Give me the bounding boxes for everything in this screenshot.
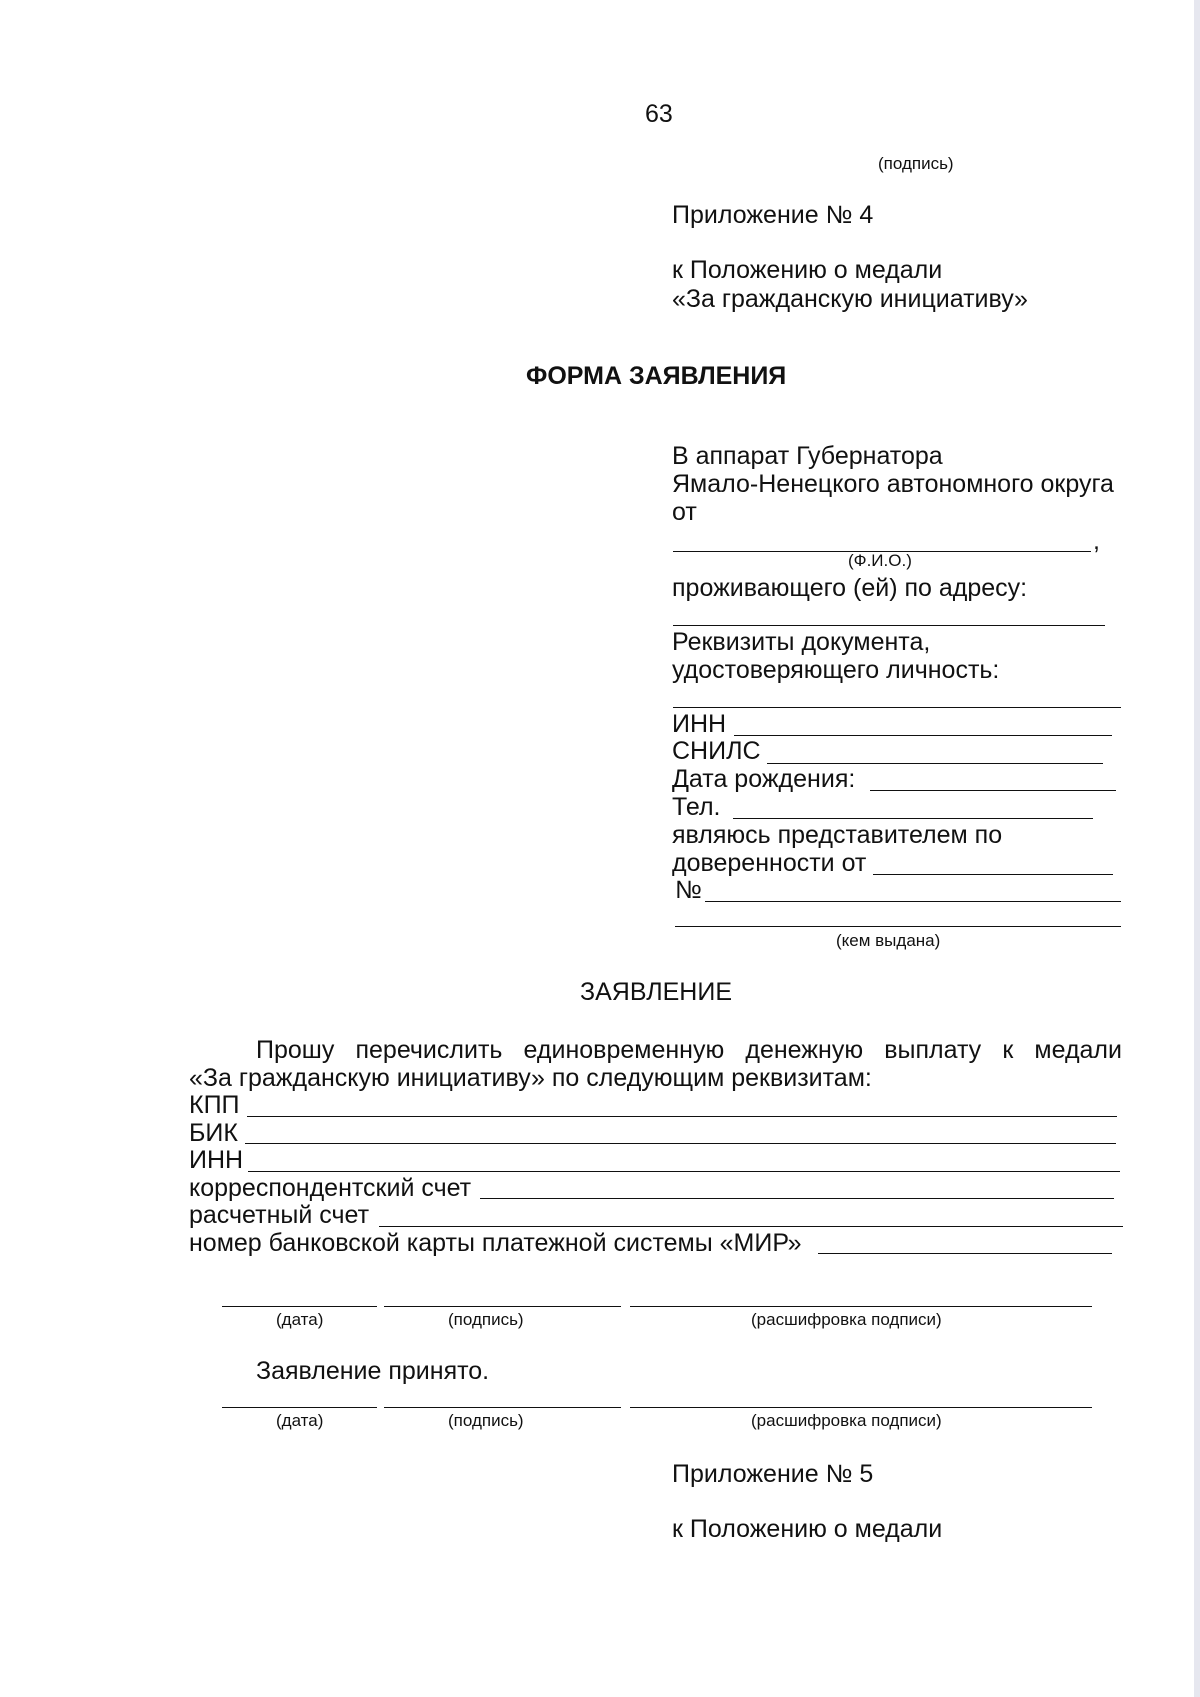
decoding-caption-1: (расшифровка подписи) [751, 1310, 942, 1329]
address-line[interactable] [673, 625, 1105, 626]
form-title: ФОРМА ЗАЯВЛЕНИЯ [526, 362, 787, 390]
fio-comma: , [1093, 527, 1100, 555]
tel-line[interactable] [733, 818, 1093, 819]
number-label: № [675, 876, 702, 904]
kpp-line[interactable] [247, 1116, 1117, 1117]
page-edge [1194, 0, 1200, 1697]
signature-line-1[interactable] [384, 1306, 621, 1307]
addressee-line-2: Ямало-Ненецкого автономного округа [672, 470, 1114, 498]
addressee-line-3: от [672, 498, 697, 526]
document-line[interactable] [673, 707, 1121, 708]
page-number: 63 [645, 100, 673, 128]
appendix-4-title: Приложение № 4 [672, 201, 874, 229]
snils-label: СНИЛС [672, 737, 761, 765]
birth-date-line[interactable] [870, 790, 1116, 791]
inn-line[interactable] [734, 735, 1112, 736]
card-number-label: номер банковской карты платежной системы «МИР» [189, 1229, 802, 1257]
signature-caption-2: (подпись) [448, 1411, 524, 1430]
fio-caption: (Ф.И.О.) [848, 551, 912, 570]
inn-label: ИНН [672, 710, 727, 738]
settlement-account-label: расчетный счет [189, 1201, 370, 1229]
top-signature-caption: (подпись) [878, 154, 954, 173]
issued-by-line[interactable] [675, 926, 1121, 927]
representative-line-2: доверенности от [672, 849, 867, 877]
addressee-line-1: В аппарат Губернатора [672, 442, 943, 470]
decoding-line-2[interactable] [630, 1407, 1092, 1408]
date-line-1[interactable] [222, 1306, 377, 1307]
inn-bank-label: ИНН [189, 1146, 244, 1174]
signature-caption-1: (подпись) [448, 1310, 524, 1329]
statement-title: ЗАЯВЛЕНИЕ [580, 978, 733, 1006]
number-line[interactable] [705, 901, 1121, 902]
statement-paragraph-line-2: «За гражданскую инициативу» по следующим реквизитам: [189, 1064, 872, 1092]
issued-by-caption: (кем выдана) [836, 931, 941, 950]
corr-account-label: корреспондентский счет [189, 1174, 472, 1202]
settlement-account-line[interactable] [379, 1226, 1123, 1227]
appendix-5-line-1: к Положению о медали [672, 1515, 943, 1543]
document-label-2: удостоверяющего личность: [672, 656, 1000, 684]
address-label: проживающего (ей) по адресу: [672, 574, 1028, 602]
date-caption-1: (дата) [276, 1310, 324, 1329]
decoding-line-1[interactable] [630, 1306, 1092, 1307]
date-caption-2: (дата) [276, 1411, 324, 1430]
bik-label: БИК [189, 1119, 238, 1147]
appendix-4-line-1: к Положению о медали [672, 256, 943, 284]
date-line-2[interactable] [222, 1407, 377, 1408]
appendix-4-line-2: «За гражданскую инициативу» [672, 285, 1028, 313]
inn-bank-line[interactable] [248, 1171, 1120, 1172]
bik-line[interactable] [245, 1143, 1116, 1144]
representative-line-1: являюсь представителем по [672, 821, 1003, 849]
birth-date-label: Дата рождения: [672, 765, 856, 793]
decoding-caption-2: (расшифровка подписи) [751, 1411, 942, 1430]
card-number-line[interactable] [818, 1253, 1112, 1254]
document-label-1: Реквизиты документа, [672, 628, 931, 656]
corr-account-line[interactable] [480, 1198, 1114, 1199]
tel-label: Тел. [672, 793, 721, 821]
signature-line-2[interactable] [384, 1407, 621, 1408]
accepted-text: Заявление принято. [256, 1357, 490, 1385]
statement-paragraph-line-1: Прошу перечислить единовременную денежную выплату к медали [256, 1036, 1122, 1064]
kpp-label: КПП [189, 1091, 240, 1119]
appendix-5-title: Приложение № 5 [672, 1460, 874, 1488]
power-of-attorney-date-line[interactable] [873, 874, 1113, 875]
